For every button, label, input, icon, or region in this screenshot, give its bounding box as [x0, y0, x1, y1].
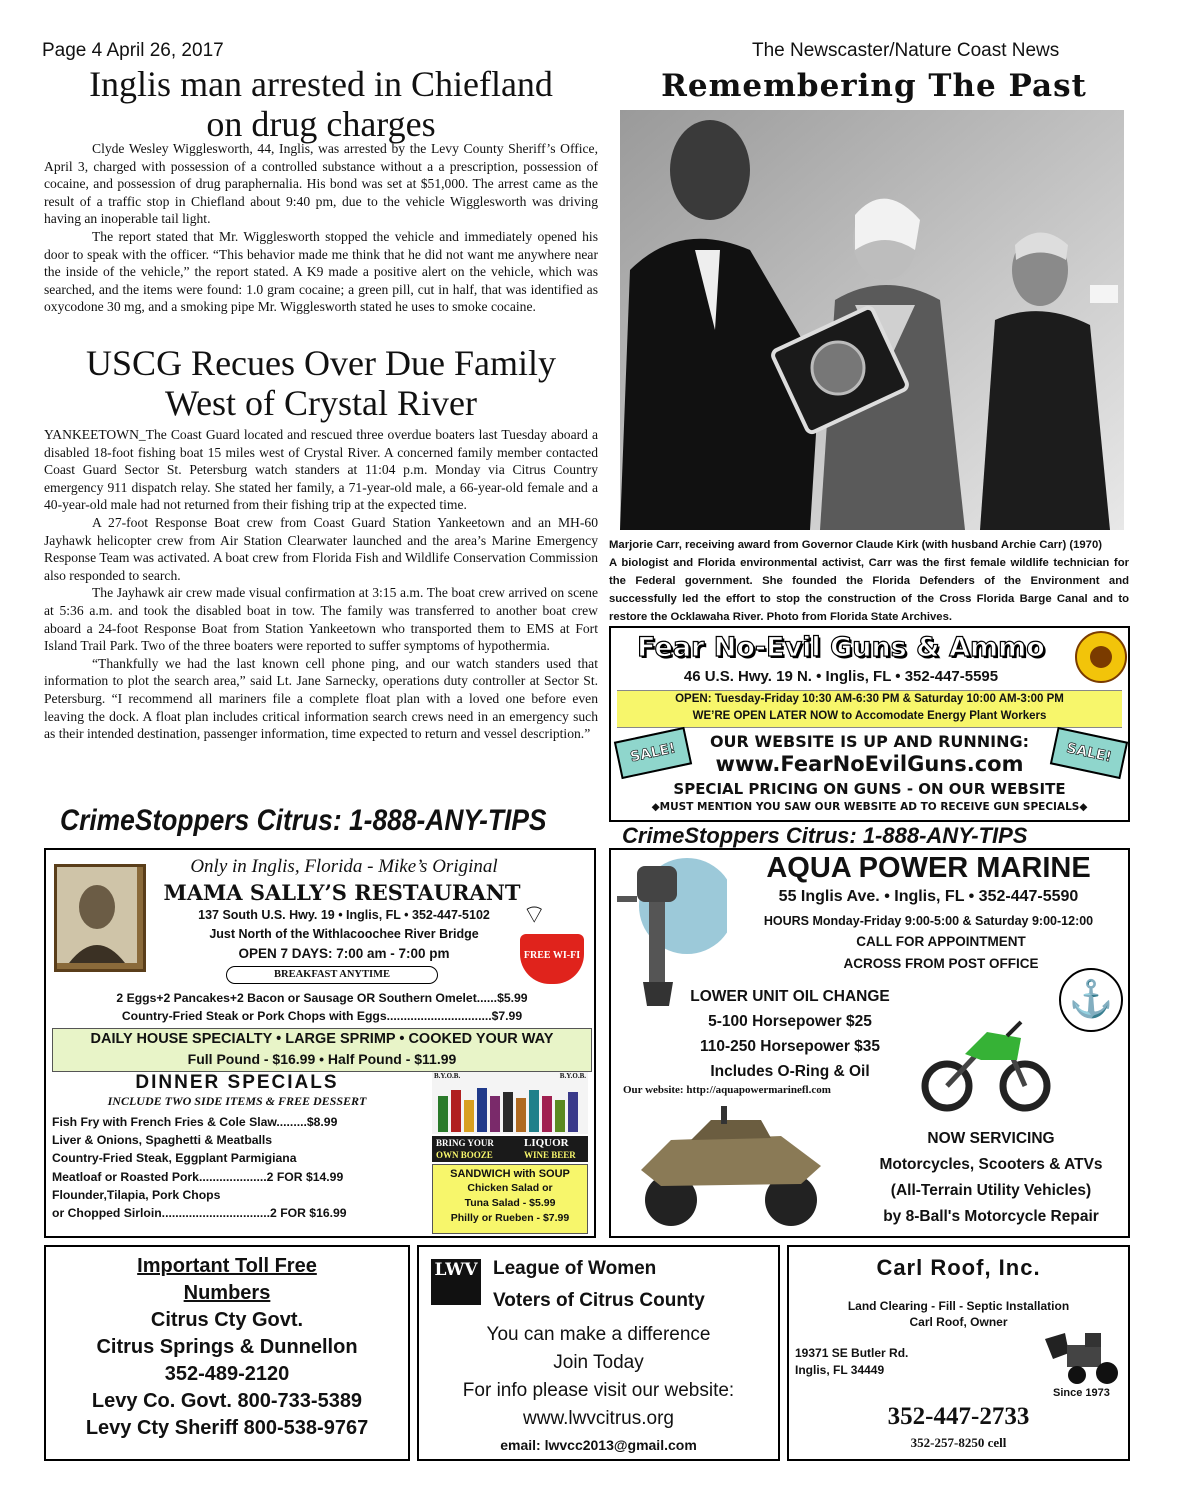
toll-free-line: 352-489-2120: [164, 1363, 290, 1385]
mama-sally-location: Just North of the Withlacoochee River Bridge: [209, 927, 479, 941]
aqua-power-call: CALL FOR APPOINTMENT: [856, 934, 1026, 949]
lwv-name-line: Voters of Citrus County: [493, 1290, 705, 1311]
breakfast-item: 2 Eggs+2 Pancakes+2 Bacon or Sausage OR Southern Omelet......$5.99: [116, 991, 528, 1005]
fear-no-evil-hours: OPEN: Tuesday-Friday 10:30 AM-6:30 PM & Saturday 10:00 AM-3:00 PM: [675, 693, 1064, 705]
service-line: Includes O-Ring & Oil: [710, 1063, 870, 1080]
photo-illustration: [620, 110, 1124, 530]
lwv-website[interactable]: www.lwvcitrus.org: [523, 1408, 674, 1429]
remembering-title: Remembering The Past: [661, 68, 1087, 104]
toll-free-title: Important Toll Free: [137, 1255, 317, 1277]
article2-paragraph: “Thankfully we had the last known cell phone ping, and our watch standers used that information to plot the search area,” said Lt. Jane Sarnecky, operations duty controller at Sector St. Petersburg. “I recommend all mariners file a complete float plan with a loved one before even leaving the dock. A float plan includes critical information search crews need in an emergency such as their intended destination, passenger information, time expected to return and vessel description.”: [44, 655, 598, 742]
mention-text: [611, 801, 1128, 813]
caption-line1: Marjorie Carr, receiving award from Governor Claude Kirk (with husband Archie Carr) (1970): [609, 539, 1103, 551]
dinner-item: or Chopped Sirloin................................2 FOR $16.99: [52, 1206, 347, 1221]
article2-paragraph: The Jayhawk air crew made visual confirmation at 3:15 a.m. The boat crew arrived on scene at 5:36 a.m. and took the disabled boat in tow. The family was transferred to another boat crew aboard a 24-foot Response Boat from Station Yankeetown who transported them to EMS at Fort Island Trail Park. Two of the three boaters were reported to suffer symptoms of hypothermia.: [44, 585, 598, 654]
crimestoppers-left: CrimeStoppers Citrus: 1-888-ANY-TIPS: [60, 804, 547, 837]
wifi-icon: ⌔: [522, 900, 547, 929]
wine-beer-label: WINE BEER: [524, 1150, 576, 1160]
sandwich-line: Philly or Rueben - $7.99: [450, 1212, 570, 1224]
diamond-icon: ◆: [1079, 801, 1088, 813]
dinner-list: [52, 1113, 432, 1222]
dinner-item: Country-Fried Steak, Eggplant Parmigiana: [52, 1151, 297, 1166]
sandwich-title: SANDWICH with SOUP: [450, 1168, 570, 1180]
liquor-label: LIQUOR: [524, 1137, 569, 1149]
carl-roof-services: Land Clearing - Fill - Septic Installation: [847, 1299, 1070, 1313]
carl-roof-cell: 352-257-8250 cell: [910, 1435, 1007, 1450]
historical-photo: [620, 110, 1124, 530]
lwv-line: For info please visit our website:: [462, 1380, 735, 1401]
guns-ammo-badge-icon: [1075, 631, 1127, 683]
dinner-item: Liver & Onions, Spaghetti & Meatballs: [52, 1133, 273, 1148]
toll-free-list: [46, 1247, 408, 1442]
lwv-box: [417, 1245, 780, 1461]
carl-roof-address-line: 19371 SE Butler Rd.: [795, 1346, 909, 1360]
article2-headline-line2: West of Crystal River: [164, 383, 478, 423]
article1-paragraph: Clyde Wesley Wigglesworth, 44, Inglis, was arrested by the Levy County Sheriff’s Office, April 3, charged with possession of a controlled substance without a a prescription, possession of cocaine, and possession of drug paraphernalia. His bond was set at $51,000. The arrest came as the result of a traffic stop in Chiefland about 9:40 pm, due to the vehicle Wigglesworth was driving having an inoperable tail light.: [44, 141, 598, 227]
aqua-services-list: [675, 984, 905, 1084]
article2-paragraph: A 27-foot Response Boat crew from Coast Guard Station Yankeetown and an MH-60 Jayhawk helicopter crew from Air Station Clearwater launched and the area’s Marine Emergency Response Team was activated. A boat crew from Florida Fish and Wildlife Conservation Commission also responded to search.: [44, 514, 598, 583]
crimestoppers-right: CrimeStoppers Citrus: 1-888-ANY-TIPS: [622, 823, 1028, 848]
byob-bottles-image: [432, 1072, 588, 1134]
toll-free-line: Levy Cty Sheriff 800-538-9767: [85, 1417, 369, 1439]
lwv-logo-text: LWV: [434, 1260, 478, 1280]
breakfast-anytime-badge: BREAKFAST ANYTIME: [226, 966, 438, 984]
carl-roof-address: [795, 1345, 908, 1379]
anchor-icon: ⚓: [1059, 968, 1123, 1032]
sale-badge-left: SALE!: [614, 727, 692, 779]
house-special-prices: Full Pound - $16.99 • Half Pound - $11.99: [187, 1051, 457, 1067]
service-line: 5-100 Horsepower $25: [708, 1013, 872, 1030]
free-wifi-label: FREE WI-FI: [523, 950, 581, 961]
byob-label: B.Y.O.B.: [434, 1072, 461, 1080]
servicing-line: (All-Terrain Utility Vehicles): [890, 1182, 1092, 1199]
article2-body: [44, 426, 598, 743]
hours-banner: [617, 690, 1122, 728]
dinner-specials-title: DINNER SPECIALS: [135, 1072, 339, 1093]
page-date: Page 4 April 26, 2017: [42, 40, 224, 61]
carl-roof-name: Carl Roof, Inc.: [876, 1255, 1041, 1280]
fear-no-evil-name: Fear No-Evil Guns & Ammo: [637, 632, 1045, 663]
mention-label: MUST MENTION YOU SAW OUR WEBSITE AD TO RECEIVE GUN SPECIALS: [659, 801, 1080, 813]
carl-roof-address-line: Inglis, FL 34449: [795, 1363, 885, 1377]
caption-text: A biologist and Florida environmental activist, Carr was the first female wildlife technician for the Federal government. She founded the Florida Defenders of the Environment and successfully led the effort to stop the construction of the Cross Florida Barge Canal and to restore the Ocklawaha River. Photo from Florida State Archives.: [609, 557, 1129, 623]
special-pricing-text: SPECIAL PRICING ON GUNS - ON OUR WEBSITE: [673, 780, 1066, 798]
sandwich-line: Tuna Salad - $5.99: [464, 1197, 556, 1209]
toll-free-line: Citrus Springs & Dunnellon: [96, 1336, 358, 1358]
sale-badge-right: SALE!: [1050, 727, 1128, 779]
lwv-name-line: League of Women: [493, 1258, 657, 1279]
aqua-website[interactable]: Our website: http://aquapowermarinefl.com: [623, 1084, 831, 1096]
lwv-name: [493, 1253, 705, 1317]
motorcycle-icon: [921, 1014, 1051, 1114]
mama-sally-address: 137 South U.S. Hwy. 19 • Inglis, FL • 352-447-5102: [198, 908, 490, 922]
bottles-icon: [436, 1082, 584, 1132]
dinner-specials-subtitle: INCLUDE TWO SIDE ITEMS & FREE DESSERT: [107, 1094, 367, 1108]
atv-icon: [631, 1100, 831, 1230]
breakfast-item: Country-Fried Steak or Pork Chops with Eggs...............................$7.99: [121, 1009, 523, 1023]
photo-caption: [609, 536, 1129, 626]
toll-free-line: Citrus Cty Govt.: [150, 1309, 304, 1331]
article2-paragraph: YANKEETOWN_The Coast Guard located and rescued three overdue boaters last Tuesday aboard a disabled 18-foot fishing boat 15 miles west of Crystal River. A concerned family member contacted Coast Guard Sector St. Petersburg watch standers at 11:04 p.m. Monday via Citrus Country emergency 911 dispatch relay. She stated her family, a 71-year-old male, a 66-year-old female and a 40-year-old male had not returned from their fishing trip at the expected time.: [44, 427, 598, 513]
sandwich-line: Chicken Salad or: [467, 1182, 553, 1194]
lwv-line: Join Today: [553, 1352, 644, 1373]
carl-roof-box: [787, 1245, 1130, 1461]
aqua-power-across: ACROSS FROM POST OFFICE: [843, 956, 1039, 971]
now-servicing-title: NOW SERVICING: [927, 1130, 1055, 1147]
portrait-icon: [57, 867, 137, 963]
toll-free-box: [44, 1245, 410, 1461]
aqua-power-hours: HOURS Monday-Friday 9:00-5:00 & Saturday 9:00-12:00: [763, 914, 1094, 928]
coffee-cup-icon: [520, 934, 584, 984]
servicing-line: by 8-Ball's Motorcycle Repair: [883, 1208, 1099, 1225]
lwv-logo: [431, 1259, 481, 1305]
service-line: LOWER UNIT OIL CHANGE: [690, 988, 890, 1005]
article2-headline-line1: USCG Recues Over Due Family: [86, 343, 556, 383]
dinner-item: Flounder,Tilapia, Pork Chops: [52, 1187, 221, 1202]
article1-paragraph: The report stated that Mr. Wigglesworth stopped the vehicle and immediately opened his door to speak with the officer. “This behavior made me think that he did not want me anywhere near the inside of the vehicle,” the report stated. A K9 made a positive alert on the vehicle, which was searched, and the items were found: 1.0 gram cocaine; a green pill, cut in half, that was identified as oxycodone 30 mg, and a smoking pipe Mr. Wigglesworth stated he uses to smoke cocaine.: [44, 228, 598, 315]
article1-headline: [44, 64, 598, 144]
carl-roof-owner: Carl Roof, Owner: [909, 1315, 1008, 1329]
article2-headline: [44, 343, 598, 423]
fear-no-evil-address: 46 U.S. Hwy. 19 N. • Inglis, FL • 352-447-5595: [683, 668, 999, 685]
article1-headline-line1: Inglis man arrested in Chiefland: [89, 64, 553, 104]
servicing-line: Motorcycles, Scooters & ATVs: [879, 1156, 1103, 1173]
badge-center-icon: [1090, 646, 1112, 668]
fear-no-evil-later: WE’RE OPEN LATER NOW to Accomodate Energy Plant Workers: [692, 710, 1047, 722]
aqua-power-name: AQUA POWER MARINE: [766, 852, 1091, 884]
mama-sally-hours: OPEN 7 DAYS: 7:00 am - 7:00 pm: [238, 946, 450, 961]
toll-free-title: Numbers: [183, 1282, 271, 1304]
article1-headline-line2: on drug charges: [206, 104, 436, 144]
house-special-text: DAILY HOUSE SPECIALTY • LARGE SPRIMP • COOKED YOUR WAY: [90, 1031, 554, 1047]
mama-sally-tagline: Only in Inglis, Florida - Mike’s Original: [190, 856, 498, 877]
mama-sally-name: MAMA SALLY’S RESTAURANT: [163, 880, 521, 905]
bring-your-own-banner: [432, 1136, 588, 1162]
sandwich-special-box: [432, 1164, 588, 1234]
lwv-email[interactable]: email: lwvcc2013@gmail.com: [500, 1437, 697, 1453]
fear-no-evil-url[interactable]: www.FearNoEvilGuns.com: [715, 752, 1024, 776]
diamond-icon: ◆: [651, 801, 660, 813]
paper-name: The Newscaster/Nature Coast News: [752, 40, 1060, 61]
article1-body: [44, 140, 598, 316]
bulldozer-icon: [1039, 1329, 1125, 1385]
lwv-info: [419, 1321, 778, 1433]
toll-free-line: Levy Co. Govt. 800-733-5389: [91, 1390, 363, 1412]
bring-label: BRING YOUR: [436, 1138, 494, 1148]
dinner-item: Fish Fry with French Fries & Cole Slaw.........$8.99: [52, 1115, 338, 1129]
service-line: 110-250 Horsepower $35: [699, 1038, 881, 1055]
dinner-item: Meatloaf or Roasted Pork....................2 FOR $14.99: [52, 1169, 344, 1184]
lwv-line: You can make a difference: [486, 1324, 711, 1345]
mama-sally-ad: [44, 848, 596, 1238]
now-servicing-block: [861, 1126, 1121, 1230]
house-specialty-banner: [52, 1028, 592, 1072]
aqua-power-ad: [609, 848, 1130, 1238]
restaurant-portrait: [54, 864, 146, 972]
carl-roof-phone: 352-447-2733: [887, 1403, 1030, 1430]
carl-roof-since: Since 1973: [1053, 1387, 1110, 1399]
bring-label: OWN BOOZE: [436, 1150, 493, 1160]
website-up-text: OUR WEBSITE IS UP AND RUNNING:: [709, 732, 1030, 751]
aqua-power-address: 55 Inglis Ave. • Inglis, FL • 352-447-5590: [778, 888, 1079, 905]
fear-no-evil-ad: [609, 626, 1130, 822]
byob-label: B.Y.O.B.: [559, 1072, 586, 1080]
